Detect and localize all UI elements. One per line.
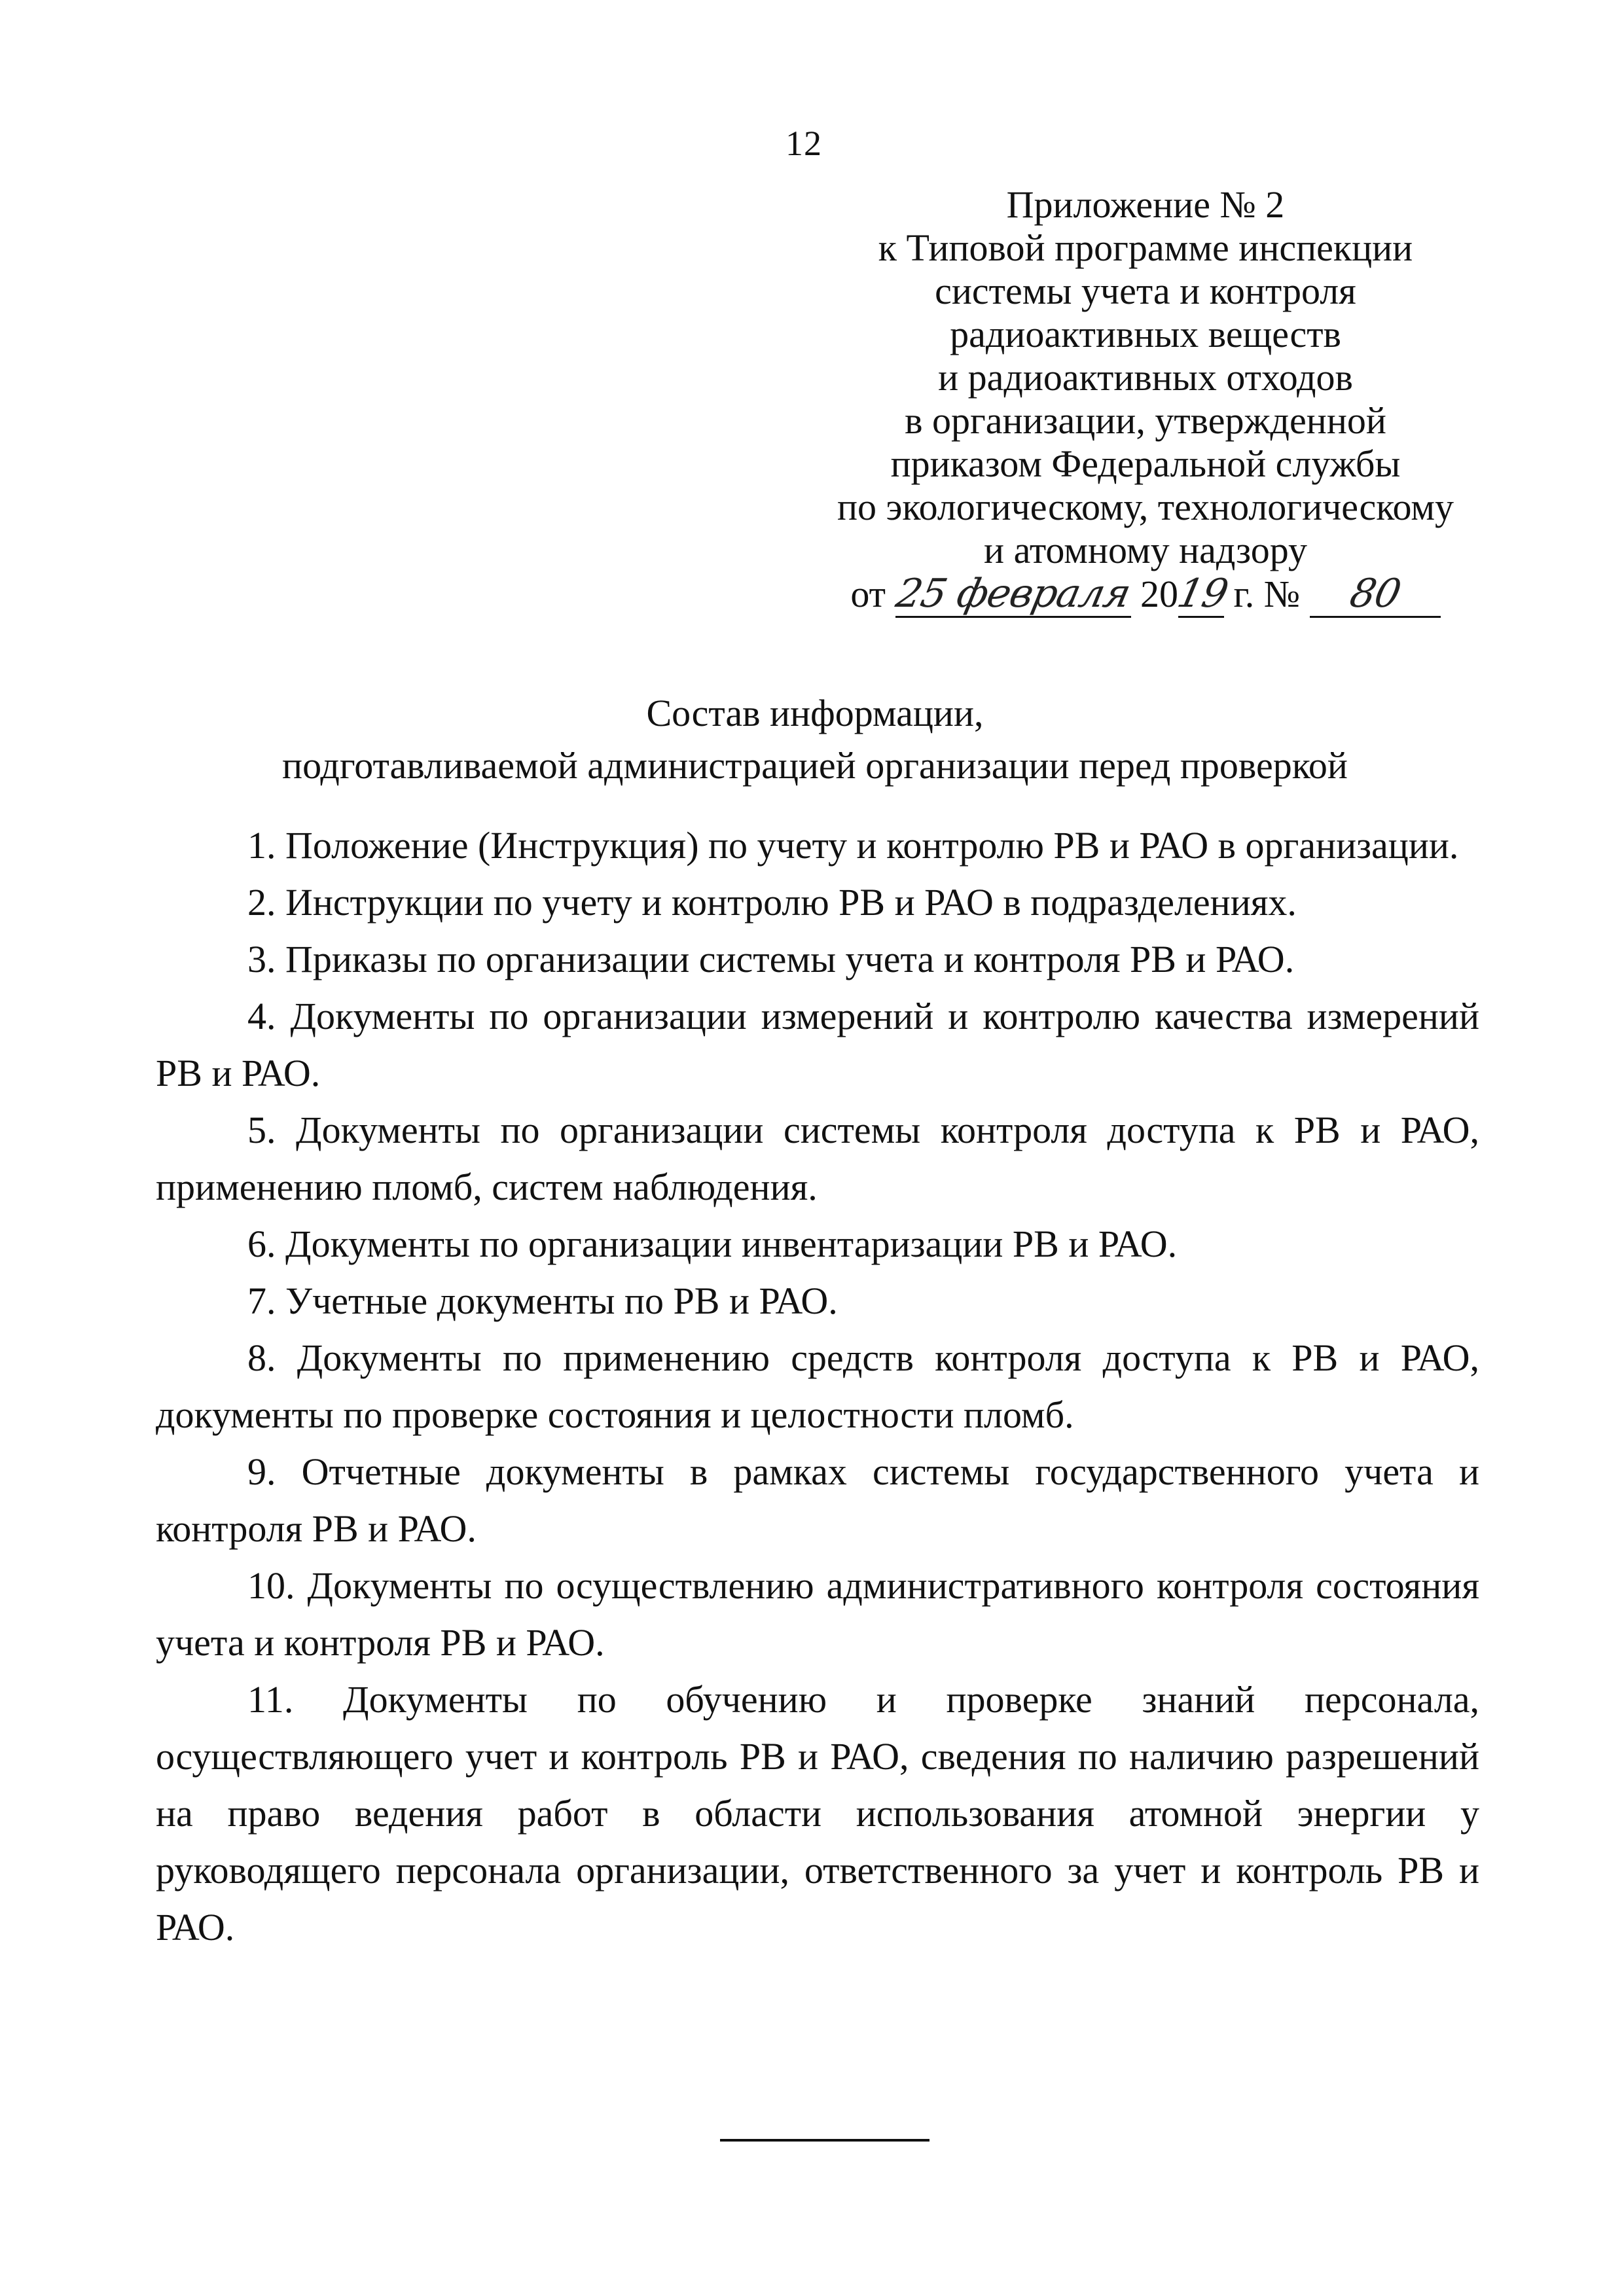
page-number: 12	[785, 124, 822, 163]
list-item: 10. Документы по осуществлению административного контроля состояния учета и контроля РВ и РАО.	[156, 1564, 1479, 1664]
list-item: 3. Приказы по организации системы учета и контроля РВ и РАО.	[247, 938, 1295, 980]
appendix-header	[746, 183, 1545, 618]
date-prefix: от	[850, 573, 886, 615]
appendix-line: в организации, утвержденной	[905, 399, 1386, 442]
end-divider	[720, 2139, 929, 2142]
title-line-1: Состав информации,	[646, 692, 984, 734]
appendix-line: системы учета и контроля	[935, 270, 1356, 312]
appendix-line: к Типовой программе инспекции	[878, 226, 1413, 269]
order-date-line	[746, 572, 1545, 618]
title-line-2: подготавливаемой администрацией организации перед проверкой	[282, 744, 1348, 787]
appendix-line: и радиоактивных отходов	[938, 356, 1353, 399]
appendix-line: Приложение № 2	[1006, 183, 1285, 226]
list-item: 9. Отчетные документы в рамках системы государственного учета и контроля РВ и РАО.	[156, 1450, 1479, 1550]
handwritten-date: 25 февраля	[892, 571, 1134, 617]
number-signature-line	[1310, 572, 1441, 618]
items-list	[156, 817, 1479, 1956]
appendix-line: приказом Федеральной службы	[890, 442, 1401, 485]
year-suffix: г. №	[1233, 573, 1301, 615]
handwritten-year: 19	[1173, 571, 1232, 617]
appendix-line: по экологическому, технологическому	[837, 486, 1454, 528]
list-item: 4. Документы по организации измерений и контролю качества измерений РВ и РАО.	[156, 995, 1479, 1094]
date-signature-line	[892, 571, 1134, 618]
list-item: 7. Учетные документы по РВ и РАО.	[247, 1280, 838, 1322]
list-item: 2. Инструкции по учету и контролю РВ и РАО в подразделениях.	[247, 881, 1297, 924]
year-signature-line	[1173, 571, 1232, 618]
list-item: 11. Документы по обучению и проверке знаний персонала, осуществляющего учет и контроль РВ и РАО, сведения по наличию разрешений на право ведения работ в области использования атомной энергии у руководящего персонала организации, ответственного за учет и контроль РВ и РАО.	[156, 1678, 1479, 1948]
list-item: 1. Положение (Инструкция) по учету и контролю РВ и РАО в организации.	[247, 824, 1459, 867]
year-prefix: 20	[1140, 573, 1178, 615]
handwritten-number: 80	[1345, 571, 1405, 617]
list-item: 6. Документы по организации инвентаризации РВ и РАО.	[247, 1223, 1178, 1265]
appendix-line: и атомному надзору	[984, 529, 1307, 571]
list-item: 5. Документы по организации системы контроля доступа к РВ и РАО, применению пломб, систем наблюдения.	[156, 1109, 1479, 1208]
list-item: 8. Документы по применению средств контроля доступа к РВ и РАО, документы по проверке состояния и целостности пломб.	[156, 1336, 1479, 1436]
document-title	[157, 687, 1473, 792]
appendix-line: радиоактивных веществ	[950, 313, 1341, 355]
